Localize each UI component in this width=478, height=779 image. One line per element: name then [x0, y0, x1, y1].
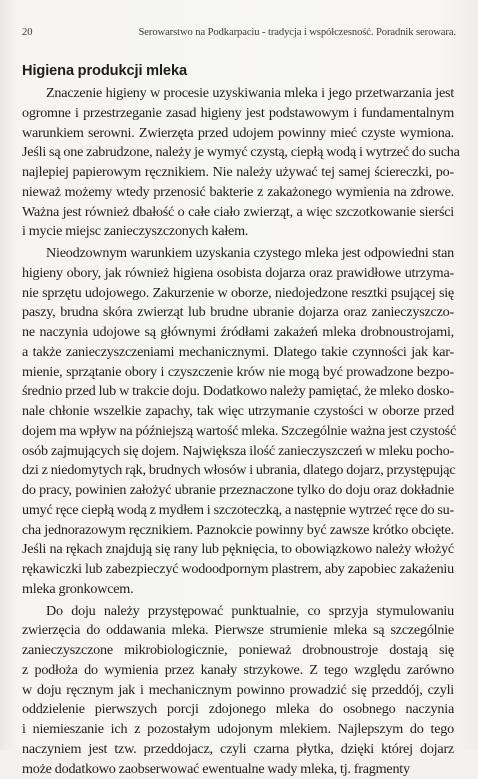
text-line: ne naczynia udojowe są głównymi źródłami zakażeń mleka drobnoustrojami, [22, 323, 454, 343]
text-line: Ważna jest również dbałość o całe ciało zwierząt, a więc szczotkowanie sierści [22, 203, 454, 223]
text-line: Jeśli są one zabrudzone, należy je wymyć czystą, ciepłą wodą i wytrzeć do sucha [22, 143, 454, 163]
text-line: oddzielenie pierwszych porcji zdojonego mleka do osobnego naczynia [22, 700, 454, 720]
section-heading: Higiena produkcji mleka [22, 62, 454, 80]
text-line: nie sprzętu udojowego. Zakurzenie w oborze, niedojedzone resztki psującej się [22, 284, 454, 304]
text-line: nieważ możemy wtedy przenosić bakterie z zakażonego wymienia na zdrowe. [22, 183, 454, 203]
text-line: nale chłonie wszelkie zapachy, tak więc utrzymanie czystości w oborze przed [22, 402, 454, 422]
text-line: i mycie miejsc zanieczyszczonych kałem. [22, 222, 454, 242]
text-line: osób zajmujących się dojem. Największa ilość zanieczyszczeń w mleku pocho- [22, 442, 454, 462]
text-line: zwierzęcia do oddawania mleka. Pierwsze strumienie mleka są szczególnie [22, 621, 454, 641]
text-line: Znaczenie higieny w procesie uzyskiwania mleka i jego przetwarzania jest [22, 84, 454, 104]
text-line: naczyniem jest tzw. przeddojacz, czyli czarna płytka, dzięki której dojarz [22, 740, 454, 760]
text-line: warunkiem serowni. Zwierzęta przed udojem powinny mieć czyste wymiona. [22, 124, 454, 144]
page-body [22, 62, 454, 779]
text-line: Nieodzownym warunkiem uzyskania czystego mleka jest odpowiedni stan [22, 244, 454, 264]
text-line: umyć ręce ciepłą wodą z mydłem i szczoteczką, a następnie wytrzeć ręce do su- [22, 501, 454, 521]
text-line: mleka gronkowcem. [22, 580, 454, 600]
text-line: Jeśli na rękach znajdują się rany lub pęknięcia, to obowiązkowo należy włożyć [22, 540, 454, 560]
text-line: zanieczyszczone mikrobiologicznie, ponieważ drobnoustroje dostają się [22, 641, 454, 661]
text-line: cha jednorazowym ręcznikiem. Paznokcie powinny być zawsze krótko obcięte. [22, 521, 454, 541]
text-line: a także zanieczyszczeniami mechanicznymi. Dlatego takie czynności jak kar- [22, 343, 454, 363]
text-line: z podłoża do wymienia przez kanały strzykowe. Z tego względu zarówno [22, 661, 454, 681]
text-line: i niemieszanie ich z pozostałym udojonym mlekiem. Najlepszym do tego [22, 720, 454, 740]
page-number: 20 [22, 27, 33, 38]
running-header [22, 27, 456, 43]
text-line: w doju ręcznym jak i mechanicznym powinno prowadzić się przeddój, czyli [22, 681, 454, 701]
paragraphs [22, 84, 454, 779]
paragraph [22, 602, 454, 779]
paragraph [22, 244, 454, 600]
text-line: higieny obory, jak również higiena osobista dojarza oraz prawidłowe utrzyma- [22, 264, 454, 284]
text-line: dojem ma wpływ na późniejszą wartość mleka. Szczególnie ważna jest czystość [22, 422, 454, 442]
text-line: najlepiej papierowym ręcznikiem. Nie należy używać tej samej ściereczki, po- [22, 163, 454, 183]
text-line: średnio przed lub w trakcie doju. Dodatkowo należy pamiętać, że mleko dosko- [22, 382, 454, 402]
text-line: mienie, sprzątanie obory i czyszczenie krów nie mogą być prowadzone bezpo- [22, 363, 454, 383]
text-line: Do doju należy przystępować punktualnie, co sprzyja stymulowaniu [22, 602, 454, 622]
text-line: do pracy, powinien założyć ubranie przeznaczone tylko do doju oraz dokładnie [22, 481, 454, 501]
text-line: może dodatkowo zaobserwować ewentualne wady mleka, tj. fragmenty [22, 760, 454, 779]
text-line: ogromne i przestrzeganie zasad higieny jest podstawowym i fundamentalnym [22, 104, 454, 124]
paragraph [22, 84, 454, 242]
running-title: Serowarstwo na Podkarpaciu - tradycja i współczesność. Poradnik serowara. [139, 27, 456, 38]
text-line: dzi z niedomytych rąk, brudnych włosów i ubrania, dlatego dojarz, przystępując [22, 461, 454, 481]
text-line: rękawiczki lub zabezpieczyć wodoodpornym plastrem, aby zapobiec zakażeniu [22, 560, 454, 580]
text-line: paszy, brudna skóra zwierząt lub brudne ubranie dojarza oraz zanieczyszczo- [22, 303, 454, 323]
